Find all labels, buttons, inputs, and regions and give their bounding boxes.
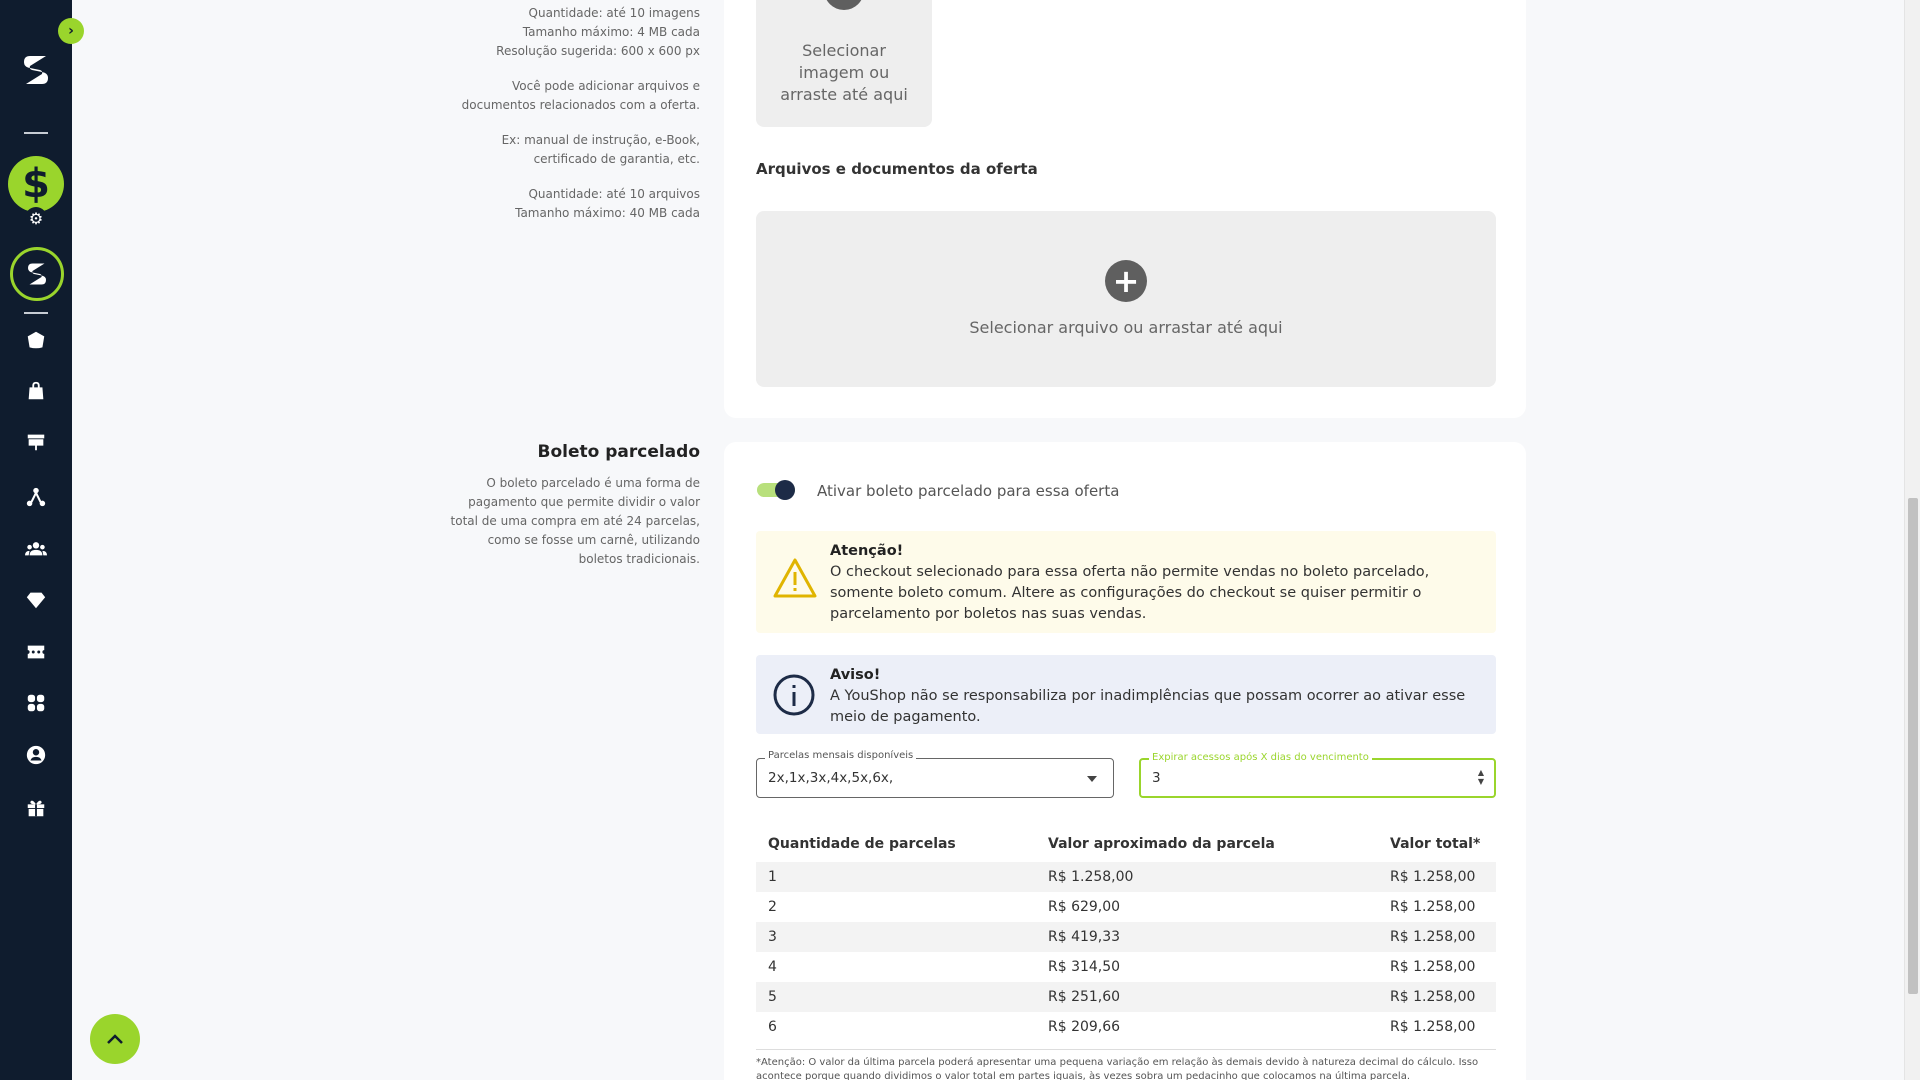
number-spinner[interactable]: ▲ ▼ <box>1477 768 1484 786</box>
cell-total: R$ 1.258,00 <box>1378 862 1496 892</box>
table-row <box>756 862 1496 892</box>
dollar-icon[interactable]: $ <box>8 156 64 212</box>
files-intro-text: Você pode adicionar arquivos e documentos relacionados com a oferta. <box>461 79 700 112</box>
cell-installment: R$ 251,60 <box>1048 982 1378 1012</box>
warning-title: Atenção! <box>830 543 904 559</box>
cell-quantity: 4 <box>768 959 777 975</box>
installments-table <box>756 826 1496 1042</box>
cell-total: R$ 1.258,00 <box>1390 959 1476 975</box>
table-header-row <box>756 826 1496 862</box>
notice-alert <box>756 655 1496 734</box>
warning-icon <box>772 557 818 599</box>
boleto-info <box>440 443 700 585</box>
sidebar-expand-button[interactable] <box>58 18 84 44</box>
brand-logo-icon[interactable] <box>16 50 56 90</box>
warning-alert <box>756 531 1496 633</box>
sidebar-divider <box>24 312 48 314</box>
brand-avatar[interactable] <box>10 247 64 301</box>
cell-installment: R$ 1.258,00 <box>1048 862 1378 892</box>
cell-installment: R$ 629,00 <box>1048 899 1121 915</box>
notice-title: Aviso! <box>830 667 881 683</box>
header-quantity: Quantidade de parcelas <box>768 836 956 852</box>
ticket-icon[interactable] <box>24 640 48 664</box>
caret-down-icon <box>1087 776 1097 782</box>
boleto-toggle[interactable] <box>757 480 797 500</box>
installments-select[interactable] <box>756 750 1114 798</box>
cell-total: R$ 1.258,00 <box>1390 1019 1476 1035</box>
cell-installment: R$ 314,50 <box>1048 959 1121 975</box>
chevron-up-icon <box>105 1032 125 1046</box>
users-icon[interactable] <box>24 537 48 561</box>
cell-quantity: 2 <box>768 899 777 915</box>
installments-label: Parcelas mensais disponíveis <box>765 750 916 762</box>
file-dropzone[interactable] <box>756 211 1496 387</box>
images-resolution-text: Resolução sugerida: 600 x 600 px <box>496 44 700 58</box>
cell-total: R$ 1.258,00 <box>1378 982 1496 1012</box>
info-icon <box>772 673 816 717</box>
files-qty-text: Quantidade: até 10 arquivos <box>528 187 700 201</box>
plus-icon: + <box>1105 260 1147 302</box>
boleto-description: O boleto parcelado é uma forma de pagamento que permite dividir o valor total de uma compra em até 24 parcelas, como se fosse um carnê, utilizando boletos tradicionais. <box>450 476 700 566</box>
table-row <box>756 922 1496 952</box>
cell-quantity: 1 <box>756 862 1048 892</box>
image-dropzone-label: Selecionar imagem ou arraste até aqui <box>780 41 908 104</box>
diamond-icon[interactable] <box>24 588 48 612</box>
cell-quantity: 3 <box>756 922 1048 952</box>
table-footnote: *Atenção: O valor da última parcela poderá apresentar uma pequena variação em relação às demais devido à natureza decimal do cálculo. Isso acontece porque quando dividimos o valor total em partes iguais, às vezes sobra um pedacinho que colocamos na última parcela. <box>756 1049 1496 1080</box>
files-example-text: Ex: manual de instrução, e-Book, certificado de garantia, etc. <box>501 133 700 166</box>
boleto-toggle-label: Ativar boleto parcelado para essa oferta <box>817 482 1120 500</box>
gift-icon[interactable] <box>24 796 48 820</box>
cell-installment: R$ 419,33 <box>1048 922 1378 952</box>
cell-total: R$ 1.258,00 <box>1390 899 1476 915</box>
warning-text: O checkout selecionado para essa oferta não permite vendas no boleto parcelado, somente boleto comum. Altere as configurações do checkout se quiser permitir o parcelamento por boletos nas suas vendas. <box>830 564 1430 622</box>
scroll-top-button[interactable] <box>90 1014 140 1064</box>
sidebar <box>0 0 72 1080</box>
presentation-icon[interactable] <box>24 430 48 454</box>
home-icon[interactable] <box>24 328 48 352</box>
image-dropzone[interactable] <box>756 0 932 127</box>
notice-text: A YouShop não se responsabiliza por inadimplências que possam ocorrer ao ativar esse meio de pagamento. <box>830 688 1466 725</box>
cell-quantity: 6 <box>768 1019 777 1035</box>
gear-icon[interactable]: ⚙ <box>25 207 47 229</box>
table-row <box>756 952 1496 982</box>
header-total: Valor total* <box>1390 836 1481 852</box>
user-circle-icon[interactable] <box>24 743 48 767</box>
expire-days-value: 3 <box>1152 770 1161 786</box>
cell-installment: R$ 209,66 <box>1048 1019 1121 1035</box>
header-installment-value: Valor aproximado da parcela <box>1048 836 1275 852</box>
expire-days-label: Expirar acessos após X dias do vencimento <box>1149 752 1372 764</box>
cell-quantity: 5 <box>756 982 1048 1012</box>
bag-icon[interactable] <box>24 379 48 403</box>
table-row <box>756 892 1496 922</box>
expire-days-input[interactable] <box>1139 752 1496 798</box>
sidebar-divider <box>24 132 48 134</box>
plus-icon <box>824 0 864 10</box>
file-dropzone-label: Selecionar arquivo ou arrastar até aqui <box>969 318 1283 337</box>
cell-total: R$ 1.258,00 <box>1378 922 1496 952</box>
brand-logo-icon <box>22 259 52 289</box>
page-scrollbar[interactable] <box>1904 0 1920 1080</box>
files-section-title: Arquivos e documentos da oferta <box>756 160 1038 178</box>
images-size-text: Tamanho máximo: 4 MB cada <box>522 25 700 39</box>
boleto-section-title: Boleto parcelado <box>537 442 700 462</box>
scrollbar-thumb[interactable] <box>1908 498 1918 994</box>
chevron-right-icon: › <box>68 23 74 39</box>
network-icon[interactable] <box>24 485 48 509</box>
table-row <box>756 1012 1496 1042</box>
images-files-info <box>440 4 700 239</box>
table-row <box>756 982 1496 1012</box>
images-qty-text: Quantidade: até 10 imagens <box>528 6 700 20</box>
apps-icon[interactable] <box>24 691 48 715</box>
installments-value: 2x,1x,3x,4x,5x,6x, <box>768 770 894 786</box>
toggle-knob <box>775 480 795 500</box>
files-size-text: Tamanho máximo: 40 MB cada <box>515 206 700 220</box>
